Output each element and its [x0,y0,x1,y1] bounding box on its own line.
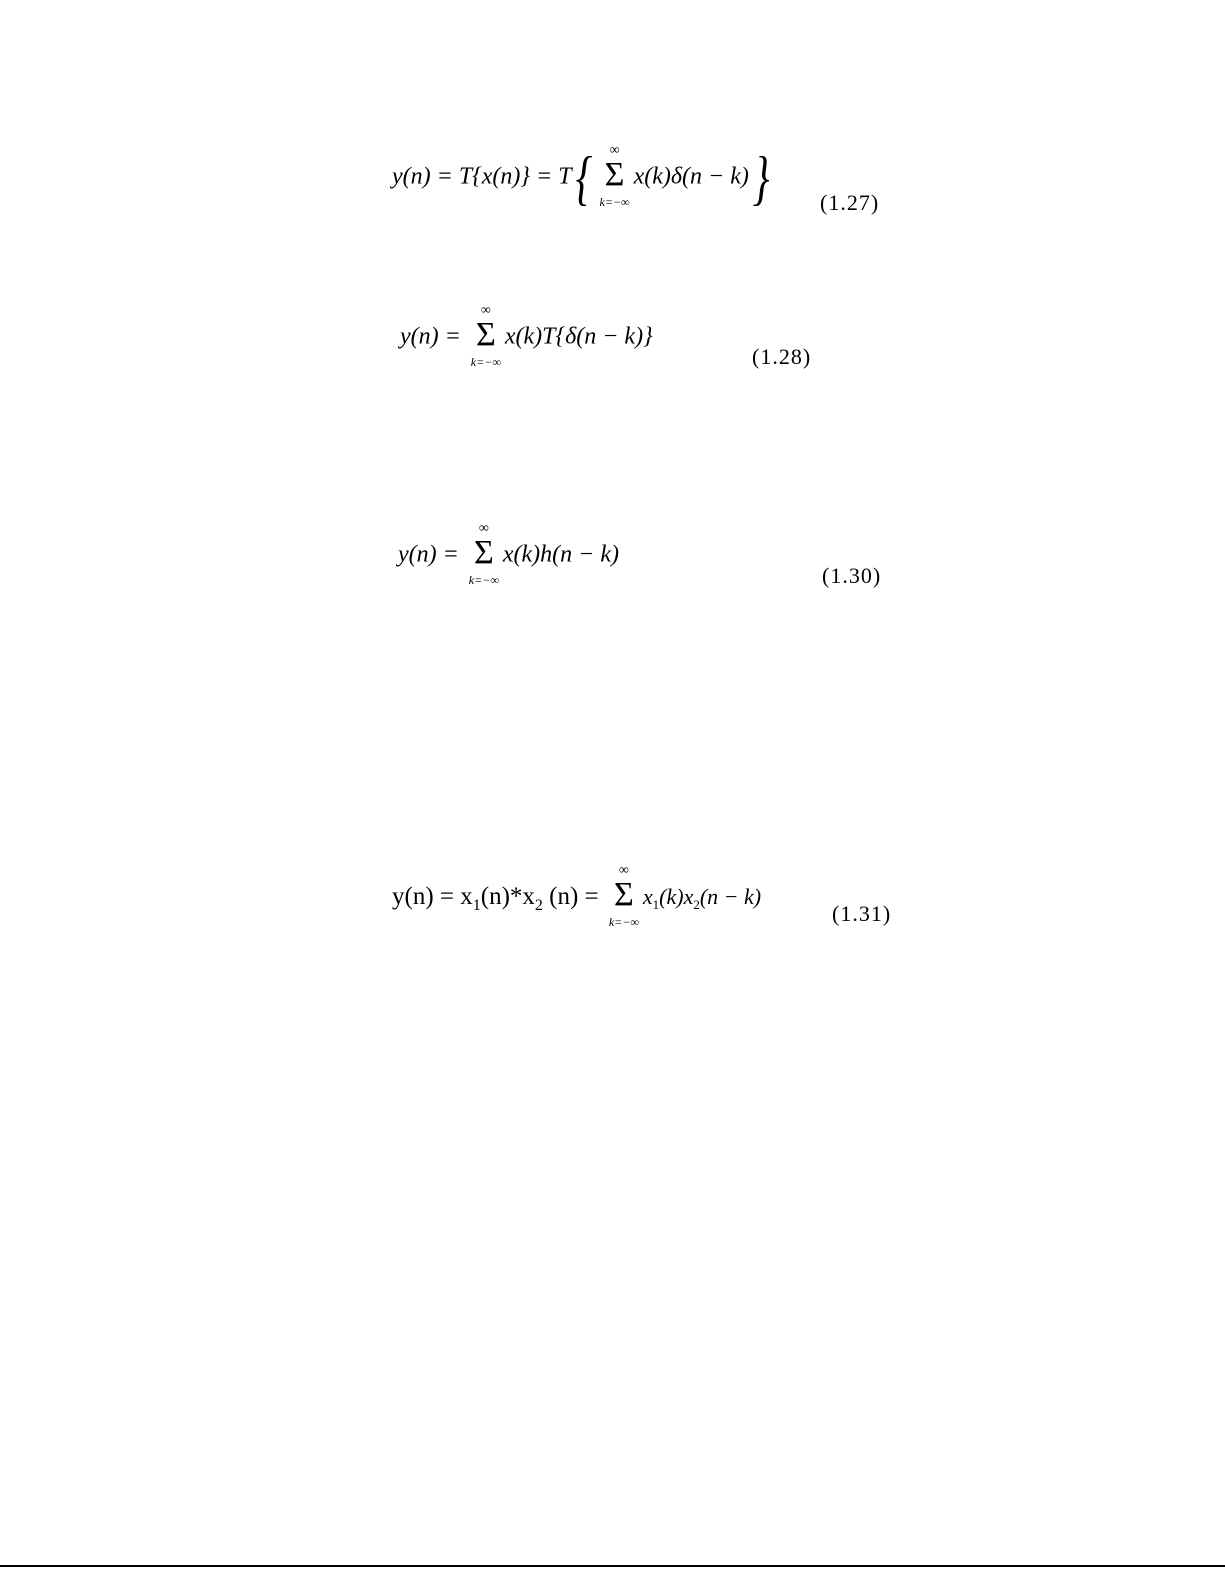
equation-1-28 [400,303,653,370]
equation-1-27 [392,143,773,211]
summation-symbol: ∞ Σ k=−∞ [470,303,501,369]
equation-1-30 [398,521,619,588]
equation-number: (1.28) [752,344,812,369]
equation-1-31 [392,863,762,930]
equation-lhs: y(n) = T{x(n)} = T [392,163,572,190]
equation-number: (1.31) [832,901,892,926]
equation-body: x(k)T{δ(n − k)} [504,323,653,350]
right-brace: } [752,145,770,211]
summation-symbol: ∞ Σ k=−∞ [608,863,639,929]
equation-lhs: y(n) = [398,541,465,568]
bottom-rule [0,1565,1225,1567]
equation-body: x(k)h(n − k) [502,541,619,568]
equation-number: (1.30) [822,563,882,588]
summation-symbol: ∞ Σ k=−∞ [599,143,630,209]
summation-symbol: ∞ Σ k=−∞ [468,521,499,587]
equation-lhs: $y(n) = x_1(n)*x_2$ (n) = [392,882,605,914]
equation-lhs: y(n) = [400,323,467,350]
equation-body: x(k)δ(n − k) [633,163,749,190]
equation-body: $x_1(k)x_2(n - k)$ [642,883,762,912]
left-brace: { [575,145,592,211]
equation-number: (1.27) [820,190,880,215]
